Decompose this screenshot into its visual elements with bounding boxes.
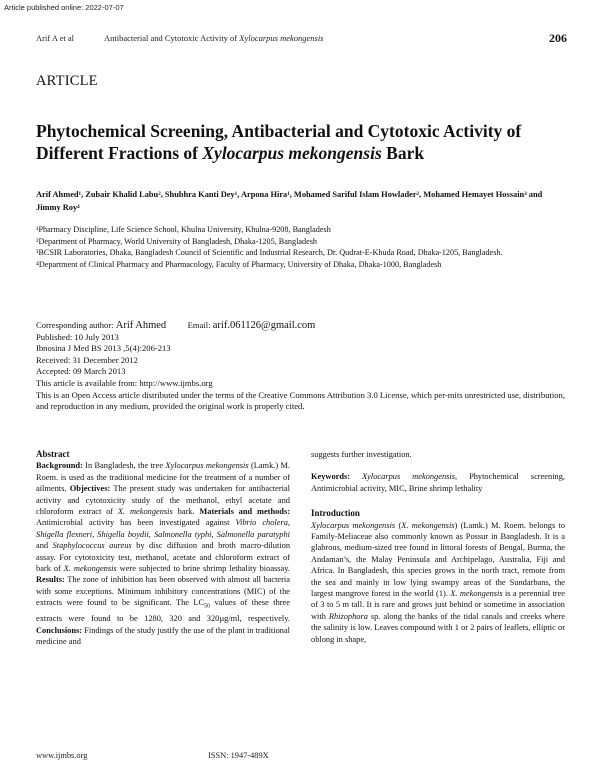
objectives-label: Objectives: xyxy=(69,484,111,494)
citation: Ibnosina J Med BS 2013 ,5(4):206-213 xyxy=(36,343,171,354)
affiliation-1: ¹Pharmacy Discipline, Life Science School, Khulna University, Khulna-9208, Bangladesh xyxy=(36,225,331,234)
title-line-1: Phytochemical Screening, Antibacterial and Cytotoxic Activity of xyxy=(36,121,522,141)
results-text-a: The zone of inhibition has been observed with almost all bacteria with some exceptions. Minimum inhibitory concentrations (MIC) of the extracts were found to be significant. The LC xyxy=(36,575,290,608)
affiliations xyxy=(36,224,566,270)
running-header-author: Arif A et al xyxy=(36,33,75,43)
methods-text-b: by disc diffusion and broth macro-dilution assay. For cytotoxicity test, methanol, acetate and chloroform extract of bark of xyxy=(36,541,291,574)
keywords-label: Keywords: xyxy=(311,472,351,482)
conclusions-text-a: Findings of the study justify the use of the plant in traditional medicine and xyxy=(36,625,291,647)
article-title xyxy=(36,120,556,164)
email-link[interactable]: arif.061126@gmail.com xyxy=(212,320,316,331)
running-header-title-text: Antibacterial and Cytotoxic Activity of xyxy=(104,33,238,43)
title-line-2-end: Bark xyxy=(386,143,425,163)
footer-issn: ISSN: 1947-489X xyxy=(208,751,269,760)
results-text-b: values of these three extracts were found to be 1280, 320 and 320µg/ml, respectively. xyxy=(36,598,290,624)
title-line-2 xyxy=(36,142,556,164)
methods-text-c: were subjected to brine shrimp lethality bioassay. xyxy=(119,564,291,574)
keywords-species: Xylocarpus mekongensis, xyxy=(362,472,458,482)
intro-text-a: ) (Lamk.) M. Roem. belongs to Family-Meliaceae also commonly known as Possur in Bangladesh. It is a glabrous, medium-sized tree found in littoral forests of Bengal, Burma, the Andaman’s, the Malay Peninsula and Archipelago, Australia, Fiji and Africa. In Bangladesh, this species grows in the north tract, remote from the sea and mainly in low lying swampy areas of the Sundarbans, the largest mangrove forest in the world (1). xyxy=(311,520,566,599)
affiliation-2: ²Department of Pharmacy, World University of Bangladesh, Dhaka-1205, Bangladesh xyxy=(36,236,318,246)
license-note: This is an Open Access article distributed under the terms of the Creative Commons Attribution 3.0 License, which per-mits unrestricted use, distribution, and reproduction in any medium, provided the original work is properly cited. xyxy=(36,389,565,412)
introduction-body xyxy=(311,520,565,645)
email-label: Email: xyxy=(187,320,211,330)
published-date: Published: 10 July 2013 xyxy=(36,331,119,342)
introduction-heading: Introduction xyxy=(311,508,360,519)
intro-abbrev-2: X. mekongensis xyxy=(450,589,503,599)
affiliation-3: ³BCSIR Laboratories, Dhaka, Bangladesh Council of Scientific and Industrial Research, Dr. Qudrat-E-Khuda Road, Dhaka-1205, Bangladesh. xyxy=(36,248,503,257)
keywords xyxy=(311,471,565,494)
publication-stamp: Article published online: 2022-07-07 xyxy=(4,3,124,12)
title-species: Xylocarpus mekongensis xyxy=(202,143,382,163)
abstract-heading: Abstract xyxy=(36,449,70,459)
abstract-body xyxy=(36,460,290,647)
running-header-species: Xylocarpus mekongensis xyxy=(239,33,324,43)
conclusions-continued: suggests further investigation. xyxy=(311,450,412,459)
received-date: Received: 31 December 2012 xyxy=(36,354,138,365)
intro-genus: Rhizophora xyxy=(328,611,368,621)
affiliation-4: ⁴Department of Clinical Pharmacy and Pharmacology, Faculty of Pharmacy, University of Dhaka, Dhaka-1000, Bangladesh xyxy=(36,259,442,269)
author-list: Arif Ahmed¹, Zubair Khalid Labu², Shubhra Kanti Dey¹, Arpona Hira¹, Mohamed Sariful Islam Howlader², Mohamed Hemayet Hossain³ and Jimmy Roy⁴ xyxy=(36,190,543,212)
keywords-rest: Phytochemical screening, Antimicrobial activity, MIC, Brine shrimp lethality xyxy=(311,472,565,493)
availability-note: This article is available from: http://www.ijmbs.org xyxy=(36,377,213,388)
conclusions-label: Conclusions: xyxy=(36,625,83,635)
methods-species: X. mekongensis xyxy=(63,564,117,574)
article-meta xyxy=(36,320,566,413)
background-species: Xylocarpus mekongensis xyxy=(165,461,249,471)
methods-text-a: Antimicrobial activity has been investigated against xyxy=(36,518,230,528)
intro-abbrev-1: X. mekongensis xyxy=(401,520,455,530)
objectives-species: X. mekongensis xyxy=(117,507,173,517)
title-line-2-text: Different Fractions of xyxy=(36,143,198,163)
methods-bacteria: Vibrio cholera, Shigella flexneri, Shigella boydii, Salmonella typhi, Salmonella paratyphi xyxy=(36,518,290,539)
running-header-title xyxy=(104,33,324,43)
corresponding-name: Arif Ahmed xyxy=(115,320,167,331)
results-subscript: 50 xyxy=(204,603,211,610)
intro-text-b: is a perennial tree of 3 to 5 m tall. It is rare and grows just behind or sometime in association with xyxy=(311,589,566,621)
methods-staph: Staphylococcus aureus xyxy=(52,541,132,551)
page-number: 206 xyxy=(549,31,567,45)
intro-paren-open: ( xyxy=(398,520,402,530)
right-column xyxy=(311,449,565,645)
objectives-text-a: The present study was undertaken for antibacterial activity and cytotoxicity study of the methanol, ethyl acetate and chloroform extract of xyxy=(36,484,290,517)
results-label: Results: xyxy=(36,575,65,585)
corresponding-label: Corresponding author: xyxy=(36,320,114,330)
objectives-text-b: bark. xyxy=(177,507,195,517)
abstract-column xyxy=(36,449,290,648)
background-text-b: (Lamk.) M. Roem. is used as the traditional medicine for the treatment of a number of ailments. xyxy=(36,461,290,494)
intro-species: Xylocarpus mekongensis xyxy=(311,520,396,530)
methods-and: and xyxy=(36,541,49,551)
methods-label: Materials and methods: xyxy=(199,507,291,517)
accepted-date: Accepted: 09 March 2013 xyxy=(36,366,126,377)
footer-website[interactable]: www.ijmbs.org xyxy=(36,751,88,760)
background-label: Background: xyxy=(36,461,83,471)
intro-text-c: sp. along the banks of the tidal canals and creeks where the salinity is low. Leaves compound with 1 or 2 pairs of leaflets, elliptic or oblong in shape, xyxy=(311,611,566,644)
article-type-label: ARTICLE xyxy=(36,73,98,89)
corresponding-author-line xyxy=(36,320,566,332)
background-text-a: In Bangladesh, the tree xyxy=(85,461,164,471)
